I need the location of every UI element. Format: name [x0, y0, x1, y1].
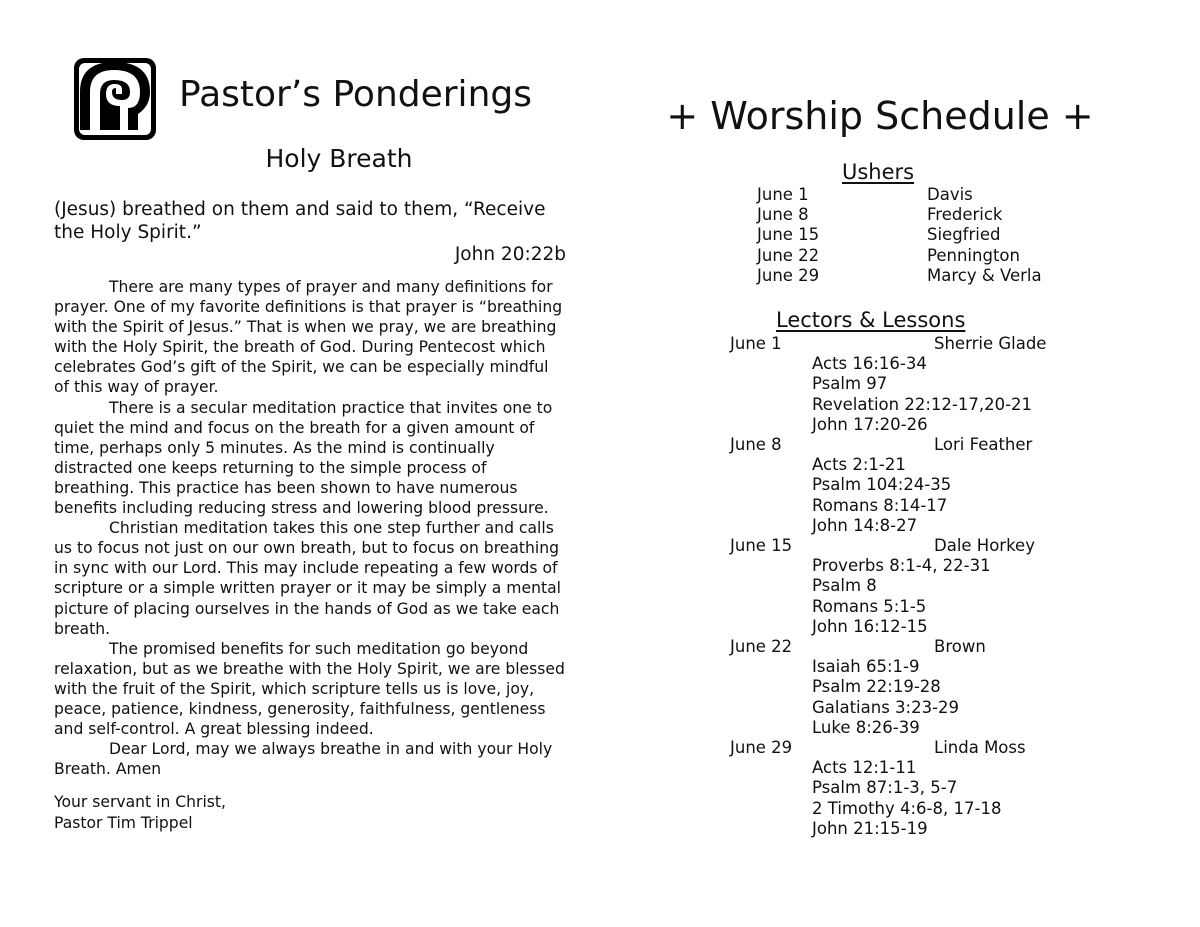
usher-name: Marcy & Verla [927, 265, 1042, 285]
lesson: Romans 5:1-5 [812, 596, 927, 616]
celtic-crook-icon [72, 56, 158, 142]
article-body [54, 277, 566, 779]
article-subtitle: Holy Breath [265, 144, 413, 173]
lector-reader: Sherrie Glade [934, 334, 1047, 353]
worship-schedule-column [660, 0, 1120, 927]
lesson: Acts 16:16-34 [812, 354, 927, 374]
usher-row [757, 246, 1042, 266]
lesson: Psalm 97 [812, 374, 888, 394]
usher-name: Siegfried [927, 225, 1001, 245]
paragraph: There are many types of prayer and many definitions for prayer. One of my favorite definitions is that prayer is “breathing with the Spirit of Jesus.” That is when we pray, we are breathing with the Holy Spirit, the breath of God. During Pentecost which celebrates God’s gift of the Spirit, we can be especially mindful of this way of prayer. [54, 278, 563, 397]
lesson: Luke 8:26-39 [812, 717, 920, 737]
page-title: Pastor’s Ponderings [179, 74, 532, 115]
lector-date: June 15 [730, 536, 793, 556]
signature-name: Pastor Tim Trippel [54, 813, 193, 832]
usher-date: June 8 [757, 205, 809, 225]
paragraph: Dear Lord, may we always breathe in and with your Holy Breath. Amen [54, 740, 553, 779]
lector-reader: Linda Moss [934, 738, 1026, 758]
lesson: John 21:15-19 [812, 818, 928, 838]
lector-entry [730, 738, 1046, 839]
usher-row [757, 225, 1042, 245]
paragraph: There is a secular meditation practice that invites one to quiet the mind and focus on the breath for a given amount of time, perhaps only 5 minutes. As the mind is continually distracted one keeps returning to the simple process of breathing. This practice has been shown to have numerous benefits including reducing stress and lowering blood pressure. [54, 398, 553, 518]
usher-date: June 15 [757, 225, 820, 245]
paragraph: Christian meditation takes this one step further and calls us to focus not just on our own breath, but to focus on breathing in sync with our Lord. This may include repeating a few words of scripture or a simple written prayer or it may be simply a mental picture of placing ourselves in the hands of God as we take each breath. [54, 519, 561, 638]
scripture-reference: John 20:22b [454, 244, 566, 265]
lesson: Acts 2:1-21 [812, 455, 906, 475]
ushers-heading: Ushers [842, 160, 915, 184]
usher-name: Davis [927, 185, 973, 204]
usher-date: June 1 [757, 185, 809, 204]
lector-entry [730, 435, 1046, 536]
paragraph: The promised benefits for such meditation go beyond relaxation, but as we breathe with the Holy Spirit, we are blessed with the fruit of the Spirit, which scripture tells us is love, joy, peace, patience, kindness, generosity, faithfulness, gentleness and self-control. A great blessing indeed. [54, 639, 565, 739]
ushers-list [757, 185, 1042, 286]
lector-row [730, 738, 1046, 758]
lector-date: June 29 [730, 738, 793, 758]
lector-row [730, 334, 1046, 354]
usher-date: June 22 [757, 245, 820, 265]
lesson: Galatians 3:23-29 [812, 697, 960, 717]
lector-reader: Lori Feather [934, 435, 1033, 455]
usher-row [757, 205, 1042, 225]
usher-row [757, 266, 1042, 286]
lectors-heading: Lectors & Lessons [776, 308, 966, 332]
lectors-list [730, 334, 1046, 839]
lesson: Psalm 8 [812, 576, 877, 596]
lesson: Romans 8:14-17 [812, 495, 948, 515]
lesson: Revelation 22:12-17,20-21 [812, 394, 1033, 414]
usher-name: Pennington [927, 245, 1020, 265]
usher-row [757, 185, 1042, 205]
lesson: John 17:20-26 [812, 414, 928, 434]
lesson: Proverbs 8:1-4, 22-31 [812, 556, 991, 576]
lector-entry [730, 536, 1046, 637]
usher-name: Frederick [927, 205, 1003, 225]
lesson: 2 Timothy 4:6-8, 17-18 [812, 798, 1002, 818]
lesson: Acts 12:1-11 [812, 758, 917, 778]
lector-entry [730, 637, 1046, 738]
closing-line: Your servant in Christ, [54, 793, 226, 811]
usher-date: June 29 [757, 265, 820, 285]
lesson: Isaiah 65:1-9 [812, 657, 920, 677]
lesson: Psalm 104:24-35 [812, 475, 952, 495]
scripture-quote: (Jesus) breathed on them and said to them, “Receive the Holy Spirit.” [54, 199, 546, 243]
lesson: Psalm 87:1-3, 5-7 [812, 778, 958, 798]
lesson: John 14:8-27 [812, 515, 918, 535]
signature-block [54, 792, 226, 833]
lector-row [730, 435, 1046, 455]
lector-date: June 22 [730, 637, 793, 657]
lector-date: June 1 [730, 334, 782, 353]
lector-entry [730, 334, 1046, 435]
lesson: Psalm 22:19-28 [812, 677, 941, 697]
lector-reader: Brown [934, 637, 986, 657]
lector-date: June 8 [730, 435, 782, 455]
schedule-title: + Worship Schedule + [666, 94, 1094, 138]
lesson: John 16:12-15 [812, 616, 928, 636]
lector-row [730, 637, 1046, 657]
lector-row [730, 536, 1046, 556]
lector-reader: Dale Horkey [934, 536, 1035, 556]
